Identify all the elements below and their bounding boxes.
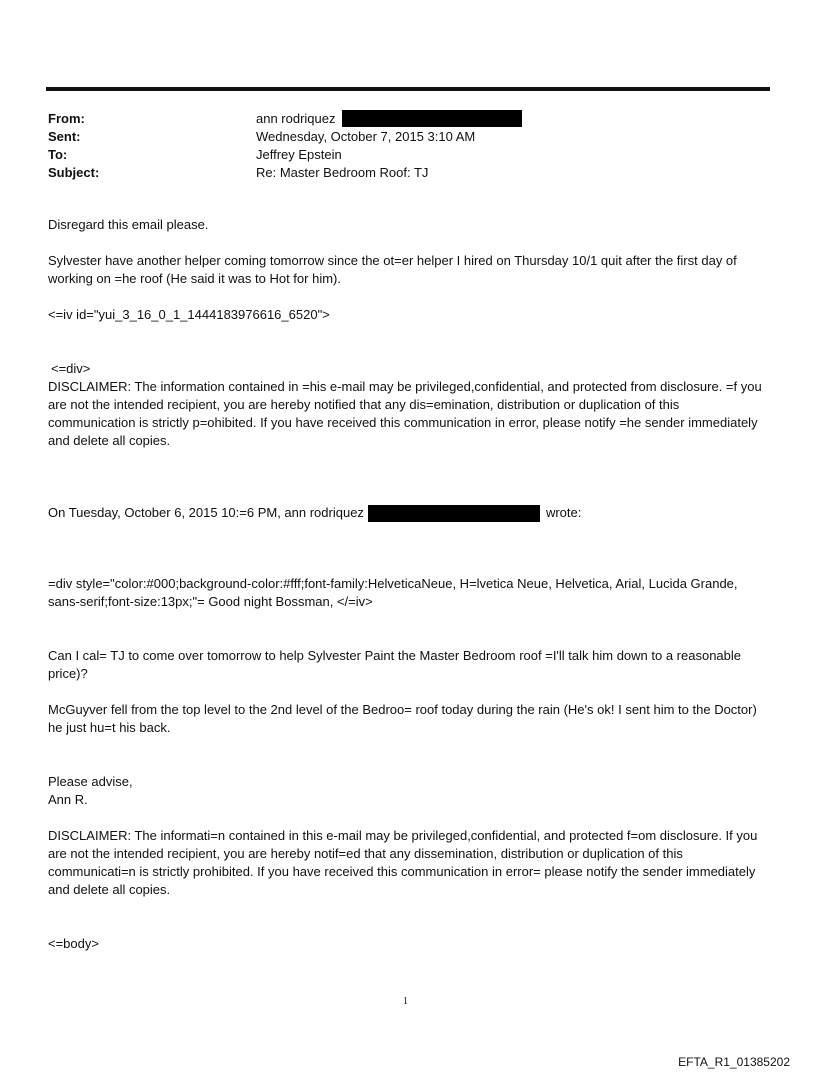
redaction-box	[342, 110, 522, 127]
header-rule	[46, 87, 770, 91]
body-text: =div style="color:#000;background-color:#fff;font-family:HelveticaNeue, H=lvetica Neue, Helvetica, Arial, Lucida Grande, sans-serif;font-size:13px;"= Good night Bossman, </=iv>	[48, 576, 738, 609]
signoff-text: Please advise,	[48, 774, 133, 789]
page-number: 1	[403, 996, 408, 1007]
from-value-wrap	[256, 110, 522, 127]
body-paragraph	[48, 575, 768, 611]
quote-intro-text: On Tuesday, October 6, 2015 10:=6 PM, ann rodriquez	[48, 505, 364, 520]
subject-row	[48, 163, 768, 181]
body-paragraph	[48, 252, 768, 288]
from-row	[48, 109, 768, 127]
to-row	[48, 145, 768, 163]
to-label: To:	[48, 146, 68, 162]
body-paragraph	[48, 701, 768, 737]
from-label: From:	[48, 110, 85, 126]
disclaimer-text: DISCLAIMER: The information contained in =his e-mail may be privileged,confidential, and protected from disclosure. =f you are not the intended recipient, you are hereby notified that any dis=emination, distribution or duplication of this communication is strictly p=ohibited. If you have received this communication in error, please notify =he sender immediately and delete all copies.	[48, 379, 762, 448]
body-text: <=body>	[48, 936, 99, 951]
quote-intro-line	[48, 504, 768, 522]
body-text: Can I cal= TJ to come over tomorrow to help Sylvester Paint the Master Bedroom roof =I'll talk him down to a reasonable price)?	[48, 648, 742, 681]
quote-intro	[48, 504, 768, 522]
disclaimer-text: DISCLAIMER: The informati=n contained in this e-mail may be privileged,confidential, and protected f=om disclosure. If you are not the intended recipient, you are hereby notif=ed that any dissemination, distribution or duplication of this communicati=n is strictly prohibited. If you have received this communication in error= please notify the sender immediately and delete all copies.	[48, 828, 758, 897]
subject-label: Subject:	[48, 164, 100, 180]
disclaimer-block	[48, 360, 768, 450]
subject-value: Re: Master Bedroom Roof: TJ	[256, 164, 429, 180]
body-paragraph	[48, 306, 768, 324]
body-text: <=div>	[51, 361, 91, 376]
sent-value: Wednesday, October 7, 2015 3:10 AM	[256, 128, 476, 144]
to-value: Jeffrey Epstein	[256, 146, 342, 162]
body-text: Sylvester have another helper coming tomorrow since the ot=er helper I hired on Thursday 10/1 quit after the first day of working on =he roof (He said it was to Hot for him).	[48, 253, 737, 286]
signature-block	[48, 773, 768, 809]
body-text: McGuyver fell from the top level to the 2nd level of the Bedroo= roof today during the rain (He's ok! I sent him to the Doctor) he just hu=t his back.	[48, 702, 757, 735]
from-value: ann rodriquez	[256, 110, 336, 126]
quote-intro-suffix: wrote:	[545, 505, 582, 520]
body-paragraph	[48, 647, 768, 683]
body-paragraph	[48, 216, 768, 234]
signature-name: Ann R.	[48, 792, 88, 807]
body-text: Disregard this email please.	[48, 217, 209, 232]
disclaimer-block	[48, 827, 768, 899]
body-paragraph	[48, 935, 768, 953]
email-header	[48, 109, 768, 181]
redaction-box	[368, 505, 540, 522]
body-text: <=iv id="yui_3_16_0_1_1444183976616_6520">	[48, 307, 330, 322]
sent-label: Sent:	[48, 128, 81, 144]
sent-row	[48, 127, 768, 145]
document-id: EFTA_R1_01385202	[678, 1055, 790, 1069]
